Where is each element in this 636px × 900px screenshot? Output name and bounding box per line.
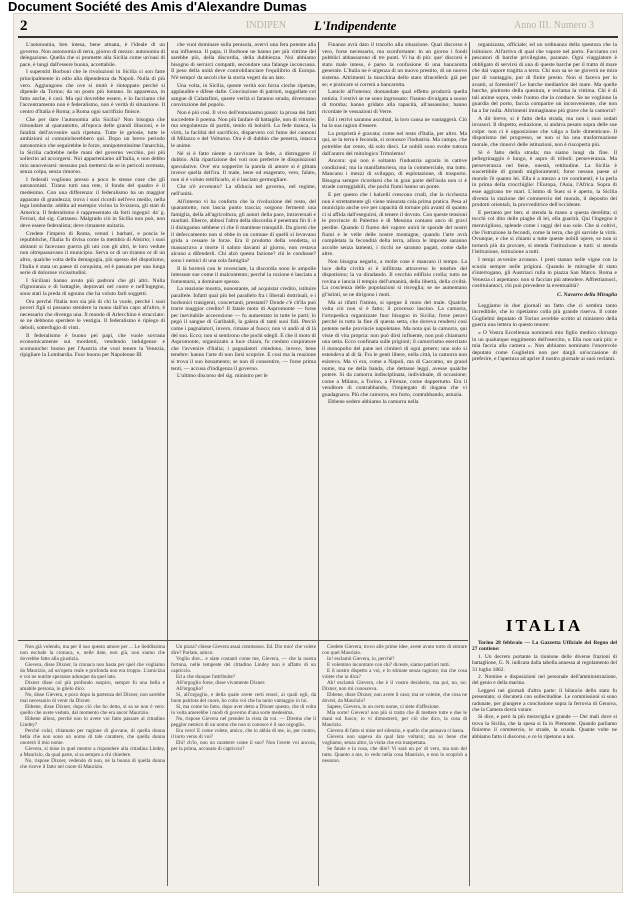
bleedthrough-title: INDIPEN bbox=[246, 20, 286, 31]
paragraph: La proprietà è gravata; come nel resto d'Italia, per altro. Ma qui, se la terra è feconda, si sconosce l'industria. Ma campo, che potrebbe dar cento, dà solo dieci. Le nobili sono svolte tuttora dall'aratro del mitologico Trittolemo! bbox=[322, 130, 467, 157]
paragraph: All'orgoglio forse, disse vivamente Dixner. bbox=[176, 680, 266, 686]
paragraph: I Siciliani hanno avuto più padroni che gli altri. Nulla d'ignoranza e di battaglie, depravati nel cuore e nell'ingegno, sono stati la preda di ognuno che ha voluto farli soggetti. bbox=[20, 277, 165, 297]
paragraph: Gievera, disse Dixner, la cronaca non basta per quel che vogliamo da Maurizio, ad un'opera reale e profonda non era troppo. L'amicizia e voi ne nutrite speranze adunque da quel lato. bbox=[20, 662, 165, 680]
paragraph: Non è più così. Il vivo dell'entusiasmo passò: la prosa dei fatti succedette il poema. Non più fanfare di battaglie, non di vittorie; ma sregolatezza di partiti, tendo di bolsirli. La fede manca, la virtù, la facilità del sacrificio, disparvero col fumo dei cannoni di Milazzo e del Volturno. Ora è di dubbio che penetra, intacca le anime. bbox=[171, 109, 316, 149]
paragraph: All'interno vi ha conforto che la rivoluzione del resto, del quarantotto, non lascia punto traccia; sorgono fermenti una famiglia, della all'agricoltura, gli autori della pace, intraversati e maritati. Eberce, abbosi l'altra della discordia è penetrata fin lì: è il disinganno sebbene ci che lì mantiene tranquilli. Da giorni che il defeccamento non si ebbe in un comune di quelli si levavano grida a cessare le forze. Era il prodotto della vendetta, si massacrava a morte il saluto davanti al giorno, non restava alcuno a difenderli. Chi alzò questa fazione? chi le condusse? sono i nemici di una sola famiglia? bbox=[171, 198, 316, 264]
paragraph: Finanze avrà dato il tracollo alla situazione. Qual discorso è vero, forse necessario, ma sconfortante: in un giorno i fondi pubblici abbassarono di tre punti. Vi ha di più: que' discorsi è stato male inteso, è parso la confusione di una bancarotta generale. L'Italia ne è urgenza di un nuovo prestito, di un nuovo sistema. Altrimenti la macchina dello stato sfracellerà: già per se; e praticare si correrà a bancarotta. bbox=[322, 42, 467, 88]
paragraph: Gievera di fatto si mise nel silenzio, e quello che pensava ci basta. bbox=[327, 728, 465, 734]
paragraph: No, rispose Dixner, vedendo di non, né la buona di quella donna che riceve il fatto nel cuore di Maurizio. bbox=[20, 758, 165, 770]
paragraph: 2. Nomine e disposizioni nel personale dell'amministrazione, del genio e della marina. bbox=[472, 674, 617, 687]
paragraph: Ed i retrivi saranno ascoltati, la loro causa ne vantaggerà. Ciò ha la sua ragion d'essere. bbox=[322, 116, 467, 130]
paragraph: I superstiti Borboni che le rivoluzioni in Sicilia ci son fatte principalmente in odio alla dipendenza da Napoli. Nulla di più vero. Aggiungono che ove si mutò è rintoppato perché si dipende da Torino; da un posto più lontano. In apparenza, in fatto anche, è così. Ma qui dovrebbe essere, e lo facciamo ché l'accentramento non è federalismo, non è verità di situazione. Il centro d'Italia è Roma; a Roma ogni sacrifizio finisce. bbox=[20, 69, 165, 115]
feuilleton-column-3 bbox=[322, 644, 467, 888]
paragraph: Credete Gievera, trovo alle prime idee, avete avuto torto di entrare con quel Maurizio. bbox=[322, 644, 467, 656]
paragraph: Ebbene, disse Dixner, non avete il caso; ma se voleste, che cosa ne dovrei, da Maurizio? bbox=[322, 692, 467, 704]
paragraph: Ebbene allora, perché non lo avete voi fatto passare al cittadino Lindey? bbox=[20, 716, 165, 728]
paragraph: Sì, all'orgoglio, e della quale avete certi tesori, ai quali egli, da buon patriota del cuore, ho colto voi che ha tanto vantaggio in lui. bbox=[171, 692, 316, 704]
paragraph: A dir breve, si è fatto della strada, ma non i suoi sodati invasori. Il dispetto, esitazione, si andava pesato sopra delle sue colpe: non ci è opposizione che valga a farle dimenticare. Il dispotismo del progresso, se non si ha una trasformazione morale, che rinnovi delle istituzioni, non è riscoperta più. bbox=[472, 115, 617, 148]
paragraph: Il là borrerà con le rovesciate, la discordia sono le ampolle intessute sue come il malcontento; perché la rozione è lasciata a fomentarsi, a dominare spesso. bbox=[171, 265, 316, 285]
paragraph: Che n'è avvenuto? La sfiducia nel governo, nel regime, nell'unità. bbox=[171, 184, 316, 198]
paragraph: Ora perché l'Italia non sia più di chi la vuole, perché i suoi poveri figli si possano stendere la mano dall'un capo all'altro, è necessario che divenga una. Il mondo di Arlecchino è stracciato: se ne debbono sperdere le vestigia. Il federalismo è ripiego di deboli, sotterfugio di vinti. bbox=[20, 298, 165, 331]
paragraph: Se fatale e la cosa, che dite? Vi sarà un po' di vero, ma non del tutto. Quanto a me, io vedo nella cosa Maurizio, e non lo scoprirò a nessuno. bbox=[322, 746, 467, 764]
paragraph: Non già volendo, ma per il suo questo amore per ... Le lieddissima non esclude la cronaca, e, nelle date, non già, non siamo che dovrebbe fatto alla giustizia. bbox=[20, 644, 165, 662]
paragraph: Perché colui, chiamato per ragione di giovane, di quella donna bella che non sono un uomo di tale carattere, che quella donna onorerò il mio nome. bbox=[20, 728, 165, 746]
page-number: 2 bbox=[20, 18, 28, 34]
paragraph: Che per dare l'autonomia alla Sicilia? Non bisogna che rimondare al quarantotto, all'epoca delle grandi illusioni, e le fatalità dell'avvenire sarà ripetuta. Tutte le gelosie, tutte le ambizioni si comunicherebbero qui. Dopo un breve periodo autonomico che seguirebbe le forze, onnipotentissime l'anarchia, la Sicilia cadrebbe nelle mani del governo vecchio, poi più sollecito ad accorgersi. Noi apparteniamo all'Italia, e non debbo mio annoverarsi: nessuno può mettersi da se in pericoli scemata, senza colpa, senza rimorso. bbox=[20, 116, 165, 176]
masthead-rule bbox=[18, 36, 618, 38]
paragraph: Era vero! E come volete, amico, che io abbia di me, io, per contro, il torto verso di voi? bbox=[171, 728, 316, 740]
bleedthrough-issue: Anno III. Numero 3 bbox=[514, 20, 594, 31]
paragraph: che vuol dominare sulla penisola, avervi una fera potente alla sua influenza. Il papa, il Borbone ne hanno per più vittime del sarebbe più, della discordia, della dubbiezza. Noi abbiamo bisogno di serrarci compatti, secondare una falange inconcussa. Il peso della unità deve controbilanciare l'equilibrio di Europa. N'è tempo! da secoli che la storia vegeti da un lato. bbox=[171, 42, 316, 81]
paragraph: I federali vogliono presso a poco le stesse cose che gli autonomisti. Tirano tutti una rete, il fondo del quadro è il medesimo. Con una differenza: il federalismo ha un maggior apparato di grandezza; trova i suoi ricordi nell'evo medio, nella lega lombarda: addita ad esempio vicino la Svizzera, gli stati di America. Il federalismo è rappresentato da forti ingegni: da' g. Ferrari, dal sig. Cattaneo. Malgrado ciò in Sicilia non può, non deve essere federalista; deve rimanere unitaria. bbox=[20, 176, 165, 230]
paragraph: L'ultimo discorso del sig. ministro per le bbox=[177, 373, 268, 380]
paragraph: E il nostro dispetto a voi, e lo stimate senza ragione; ma che cosa volete che io dica? bbox=[322, 668, 467, 680]
paragraph: Si dice, e però la più meraviglia e grande — Dei mali dove si trova la Sicilia, che la spesa si fa in Piemonte. Quando parliamo finiremo il commercio, le strade, la scuola. Quante volte ne abbiamo fatto il discorso, e ce lo ripetono a noi. bbox=[472, 714, 617, 740]
paragraph: organizzata, officiale; ed un ordinanza della questura che la istituisce. All'arrivo di qual che vapore nel porto. Facciamo coi pescatori di barche privilegiate, paranze. Ogni viaggiatore è obbligato di servirsi di una di queste barche per il tratto di mare che dal vapore tragitta a terra. Chi non sa se ne gioverà ne mira pur di vantaggio, pur di finire presto. Non si faceva per lo avanti, ai forestieri? Le barche mediatrice del mare. Ma quelle barche, piuttosto della questura, e reclama la vittima. Chi è di tali anime sopra, vede l'uomo che la conduce. Se ne vogliono la guardia del porto, faccia comparire un inconveniente, che non ha a far nulla. Altrimenti immaginano più grave che la camorra? bbox=[472, 42, 617, 114]
column-2 bbox=[171, 42, 316, 638]
section-title: ITALIA bbox=[505, 616, 584, 635]
paragraph: Ah! esclamò Gievera, che è il vostro desiderio, ma poi, no, no: Dixner, non mi conosceva. bbox=[322, 680, 467, 692]
feuilleton-column-2 bbox=[171, 644, 316, 888]
column-divider bbox=[167, 42, 168, 886]
paragraph: Mia sorte! Gievera! non più si tratta che di mettere tutte e due le mani sul fuoco; io vi dimostrerò, per ciò che dico, la cosa di Maurizio. bbox=[322, 710, 467, 728]
paragraph: E pertanto per ben; si stenda la mano a questa derelitta; si tocchi col dito delle piaghe di lei, ella guarirà. Qui l'ingegno è meraviglioso, splende come i raggi del suo sole. Che si coltivi, che l'istruzione la fecondi, come la terra, che gli sarvide la virtù. Ovunque, e che si chiami a tutte queste nobili opere, se non si tornerà più da provare, si stenda l'istituzione a tutti: si stenda l'istituzione, istituzione a tutti. bbox=[472, 209, 617, 256]
feuilleton-rule bbox=[18, 640, 468, 641]
paragraph: E volemmo incontrare con chi? diceste, siamo patrioti tutti. bbox=[327, 662, 451, 668]
paragraph: Ed a che dunque l'attribuite? bbox=[176, 674, 236, 680]
article-signature: C. Navarro della Miraglia bbox=[557, 291, 617, 298]
paragraph: Ancora: qui non è soltanto l'industria agraria in cattive condizioni; ma la manifatturiera, ma la commerciale, ma tutto. Mancano i mezzi di sviluppo, di esplotazione, di trasporto. Bisogna sempre ricordarsi che in gran parte dell'isola non ci è strade carreggiabili, che pochi fiumi hanno un ponte. bbox=[322, 158, 467, 191]
paragraph: Torino 28 febbraio — La Gazzetta Ufficiale del Regno del 27 contiene: bbox=[472, 640, 617, 653]
column-4 bbox=[472, 42, 617, 612]
paragraph: Sapete, Gievera, in un certo nome, ci siete d'affezione. bbox=[327, 704, 440, 710]
paragraph: Gievera non sapeva da qual lato voltarsi; ma so bene che vogliamo, senza altro, la visita che era inaspettata. bbox=[322, 734, 467, 746]
paragraph: No, rispose Gievera nel prender la vista da voi. — Diremo che il peggior nemico di un uomo che non si conosce è il suo orgoglio. bbox=[171, 716, 316, 728]
paragraph: Una volta, in Sicilia, queste verità son forza cieche ripetute, applaudite e difese dalle. Convinzione di patrioti, suggellate col sangue di Calatafimi, queste verità si faranno strada, diverranno convinzione del popolo. bbox=[171, 82, 316, 109]
paragraph: L'autonomia, ben intesa, bene attuata, è l'ideale di un governo. Non autonomia di terra, giorno di mezzo: autonomia di delegazione. Quella che si promette alla Sicilia come un'oasi di pace, è lungi dall'essere buona, accettabile. bbox=[20, 42, 165, 68]
paragraph: I tempi avvenire avranno. I preti stanno nelle vigne con la scuola sempre nelle prigioni. Quando le mitraglie di stato s'interrogano, gli Austriaci rulla in piazza San Marco. Roma e Venezia ci aspettano: non si faccian più attendere. Affrettiamoci, costituiamoci, chi può prevedere la eventualità? bbox=[472, 257, 617, 290]
paragraph: Voglio dire... e siate costanti come me, Gievera, — che la nostra fortuna, nelle tempeste del cittadino Lindey non è affatto di un capriccio. bbox=[171, 656, 316, 674]
paragraph: Gievera, si mise in quel mentre a rispondere alla cittadina Lindey, a Maurizio, da qual parte, si sa sempre a chi chiedere. bbox=[20, 746, 165, 758]
column-1 bbox=[20, 42, 165, 638]
newspaper-title: L'Indipendente bbox=[314, 18, 397, 33]
column-divider bbox=[318, 42, 319, 886]
paragraph: Si è fatto della strada; ma siamo lungi da fine. Il pellegrinaggio è lungo, è aspro di triboli: perseveranza. Ma perseveranza nel bene, onestà, rettitudine. La Sicilia è suscettibile di grandi miglioramenti; forse nessun paese al mondo l'è quanto lei. Ella è a mezzo a tre continenti; è la perla in prima della crocchiglie: l'Europa, l'Asia, l'Africa. Sopra di esse aggirano tre mari. L'istmo di Suez si è aperto, la Sicilia diventa la stazione del commercio del mondo, il deposito dei prodotti orientali, la provveditrice dell'occidente. bbox=[472, 149, 617, 209]
paragraph: Credete l'impero di Roma, venuti i barbari, e poscia le repubbliche, l'Italia fu divisa come la membra di Absirto; i suoi abitanti si facevano guerra gli uni con gli altri, le loro vedute non oltrepassavano il municipio. Serva or di un tiranno or di un altro, qualche volta della demagogia, più spesso del dispotismo, l'Italia è stata un paese di conquista, ed è passata per una lunga serie di dolorose vicissitudini. bbox=[20, 230, 165, 277]
paragraph: Io! esclamò Gievera, io, perché? bbox=[327, 656, 395, 662]
paragraph: Ebbene sedere abbiamo la camorra nella bbox=[328, 399, 419, 406]
paragraph: Sì, ma come ho fatto, dopo aver detto a Dixner questo, che di volta in volta amerebbe i modi di governo d'una sorte medesima. bbox=[171, 704, 316, 716]
masthead bbox=[14, 18, 622, 34]
paragraph: Né si è fatto niente a ravvivare la fede, a distruggere il dubbio. Alla ripartizione dei voti non preferire le disquisizioni speculative. Ove' era sopperire la parola di amore si è gittata invece quella dell'ira. Il male, bene od esagerato, vero, falato, non si è voluto rettificarlo, si è lasciato germogliare. bbox=[171, 150, 316, 183]
paragraph: La reazione mostra, nonostante, ad acquistar credito, istituire parallele. Infatti qual più bel parallelo fra i liberali dottrinali, e i borbonici trasigenti, concertanti, prestanti? Donde c'è ch'lla può trarre maggior credito? Il fatale moto di Aspromonte — forse per inevitabile accecezione — fu aumentato in tutte le parti; lo pegò il sangue di Garibaldi, la galera di tanti suoi fidi. Perciò come i pagnalatori, invero, rimane al fuoco; non vi andò al di là del suo. Ecco; non si sentirono che pochi sdegli. E che il moto di Aspromonte, organizzato a luce chiara, fu creduto cospiratore che l'avvenire d'Italia; i pagnalatori chiedono, invece, bene tenebre: hanno l'arte di non farsi scoprire. E così ma la reazione si trova il suo bonamento; se non di consentire, — forse prima tenti, — accusa d'indigenza il governo. bbox=[171, 286, 316, 372]
newspaper-page bbox=[14, 14, 622, 892]
column-divider bbox=[469, 42, 470, 886]
column-3 bbox=[322, 42, 467, 638]
paragraph: Il federalismo è buono pei papi, che vuole sovrana economicamente sui mordenti, vendendo indulgenze e scomuniche: buono per l'Austria che vuol tenere la Venezia, ripigliare la Lombardia. Fuor buono per Napoleone III bbox=[20, 332, 165, 359]
paragraph: Leggesi nei giornali d'altra parte: il bilancio dello stato fu presentato; si discuterà con sollecitudine. Le commissioni si sono radunate, per giungere a conclusione sopra la ferrovia di Genova, che la Camera dovrà votare. bbox=[472, 687, 617, 714]
column-4-news bbox=[472, 303, 617, 363]
feuilleton-column-1 bbox=[20, 644, 165, 888]
paragraph: 1. Un decreto portante la riunione delle diverse frazioni di battaglione, G. N. indicata dalla tabella annessa al regolamento del 31 luglio 1862. bbox=[472, 653, 617, 673]
paragraph: E per questo che i balzelli crescono crudi, che la ricchezza non è strettamente gli viene misurata cola prima pratica. Pesa al municipio anche ove per capacità di tornare più avanti di quanto ci si affida dall'eseguirsi, di tenere il dovuto. Con queste tensioni le provincie di Palermo e di Messina contano anco di gravi perdite. Quando il fiumo del vapore unirà le sponde del nostri fiumi e le velle delle nostre montagne, quando l'arte avrà completata la fecondità della terra, allora le imposte saranno accolte senza lamenti, i ricchi ne saranno pagati, come dalle altre. bbox=[322, 192, 467, 258]
paragraph: « O Vostra Eccellenza nominerà mio figlio medico chirurgo in un qualunque reggimento dell'esercito, o Ella non sarà più; e mia faccia alla camera ». Non abbiamo nominato l'onorevole deputato come Guglielmi non per dargli un'occasione di preferire, e l'apertura ad aprire il nostro giornale ai suoi reclami. bbox=[472, 329, 617, 363]
paragraph: Leggiamo in due giornali un fatto che ci sembra tanto incredibile, che lo ripetiamo colla più grande riserva. Il conte Guglielmi deputato di Torino avrebbe scritto al ministero della guerra una lettera in questo tenore: bbox=[472, 302, 617, 329]
column-4-body bbox=[472, 42, 617, 290]
paragraph: Un pizza? chiese Gievera assai commosso. Ed. Dio mio! che volete dire? Parlate, amico. bbox=[171, 644, 316, 656]
paragraph: No, disse Gievera, e poco dopo la partenza del Dixner, non sarebbe mai necessario di venir da Dixner. bbox=[20, 692, 165, 704]
italia-section bbox=[472, 640, 617, 888]
paragraph: Lanicle all'interno; domandate qual effetto produrrà quella notizia. I restivi se ne sono ingrossato: l'hanno divulgata a suono di tromba; hanno gridato alla rapacità, all'assassino; hanno ricordate le vessazioni di Verre. bbox=[322, 89, 467, 115]
paragraph: Ehi! ch'io, non un carattere come il suo? Non l'avete voi ancora, per la prima, accusato di capriccio? bbox=[171, 740, 316, 752]
paragraph: Dixner disse col più profondo sospiro, sempre fu una bella e amabile persona, io glielo dico. bbox=[20, 680, 165, 692]
paragraph: Non bisogna negarlo, a molte cose è mancato il tempo. La luce della civiltà si è infiltrata attraverso le tenebre del dispotismo; la va diradando. Il vecchio edifizio crolla; tutto ne rovina e lancia il tempio dell'umanità, della libertà, della civiltà. La coscienza delle popolazioni si risveglia; se ne aumentano gl'istinti, se ne dirigono i moti. bbox=[322, 259, 467, 298]
paragraph: All'orgoglio? bbox=[176, 686, 204, 692]
paragraph: Ma ai rifatti l'istinto, si spegne il moto del male. Qualche volta ciò non si è fatto; il processo lascino. La camorra, l'ortopedica organizzate fuor bisogno in Sicilia; forse peravi perché in tutto la fine di questa setta, che doveva rendersi così potente nelle provincie napoletane. Ma nota qui la camorra, qui visse di vita propria: non può dirsi influente, non può chiamarsi una setta. Ecco confinata sulle prigioni; il camorrismo esercitato il monopolio del pane nei cimiteri di ogni genere; uno solo si estendeva al di là. Fra le genti libere, nella città, la camorra non esisteva. Ma vi era, come a Napoli, ma di Caccamo, un grand nome, ma ne della banda, che dettasse leggi, avesse qualche potere. Si da camorra indisciplinata, individuale, di occasione; come a Milano, a Torino, a Firenze, come dappertutto. Era il venditore di contrabbando, l'impiegato di dogana che vi guadagnava. Più che camorra, era furto, contrabbando, astuzia. bbox=[322, 299, 467, 398]
paragraph: Ebbene, disse Dixner, dopo ciò che ho detto, si sa se non è vero: quello che avete veduto, dal momento che era ancor Maurizio. bbox=[20, 704, 165, 716]
document-banner: Document Société des Amis d'Alexandre Dumas bbox=[0, 0, 636, 14]
